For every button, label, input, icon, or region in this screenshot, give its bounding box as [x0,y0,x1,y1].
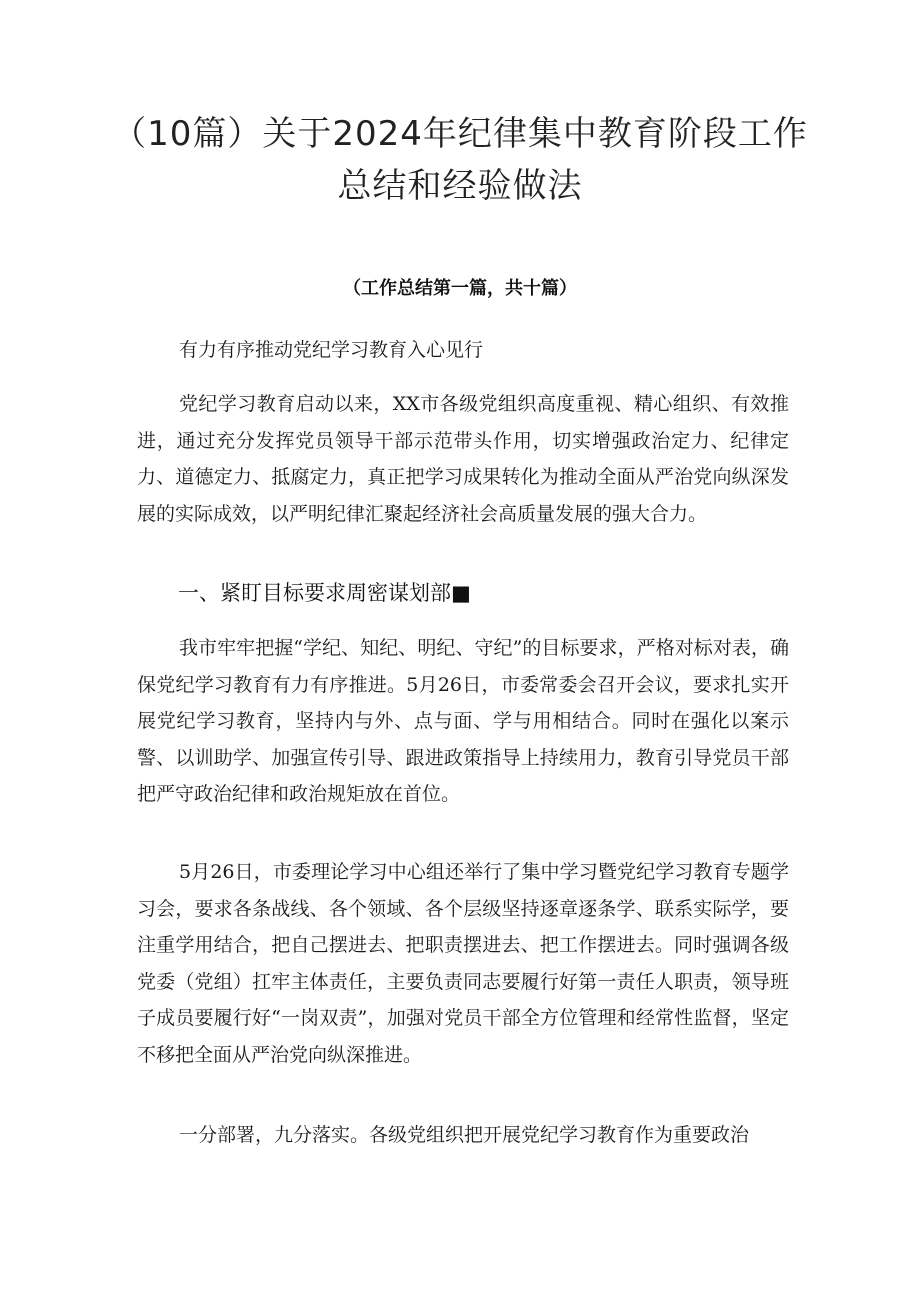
document-subtitle: （工作总结第一篇，共十篇） [343,278,577,299]
paragraph-study-session: 5月26日，市委理论学习中心组还举行了集中学习暨党纪学习教育专题学习会，要求各条战线、各个领域、各个层级坚持逐章逐条学、联系实际学，要注重学用结合，把自己摆进去、把职责摆进去、把工作摆进去。同时强调各级党委（党组）扛牢主体责任，主要负责同志要履行好第一责任人职责，领导班子成员要履行好“一岗双责”，加强对党员干部全方位管理和经常性监督，坚定不移把全面从严治党向纵深推进。 [137,861,789,1066]
document-title: （10篇）关于2024年纪律集中教育阶段工作总结和经验做法 [112,114,808,206]
paragraph-implementation: 一分部署，九分落实。各级党组织把开展党纪学习教育作为重要政治 [179,1124,750,1146]
paragraph-goals: 我市牢牢把握“学纪、知纪、明纪、守纪”的目标要求，严格对标对表，确保党纪学习教育有力有序推进。5月26日，市委常委会召开会议，要求扎实开展党纪学习教育，坚持内与外、点与面、学与用相结合。同时在强化以案示警、以训助学、加强宣传引导、跟进政策指导上持续用力，教育引导党员干部把严守政治纪律和政治规矩放在首位。 [137,637,789,805]
lead-line: 有力有序推动党纪学习教育入心见行 [179,339,484,361]
paragraph-intro: 党纪学习教育启动以来，XX市各级党组织高度重视、精心组织、有效推进，通过充分发挥党员领导干部示范带头作用，切实增强政治定力、纪律定力、道德定力、抵腐定力，真正把学习成果转化为推动全面从严治党向纵深发展的实际成效，以严明纪律汇聚起经济社会高质量发展的强大合力。 [137,393,789,525]
section-heading-1: 一、紧盯目标要求周密谋划部■ [178,581,471,605]
